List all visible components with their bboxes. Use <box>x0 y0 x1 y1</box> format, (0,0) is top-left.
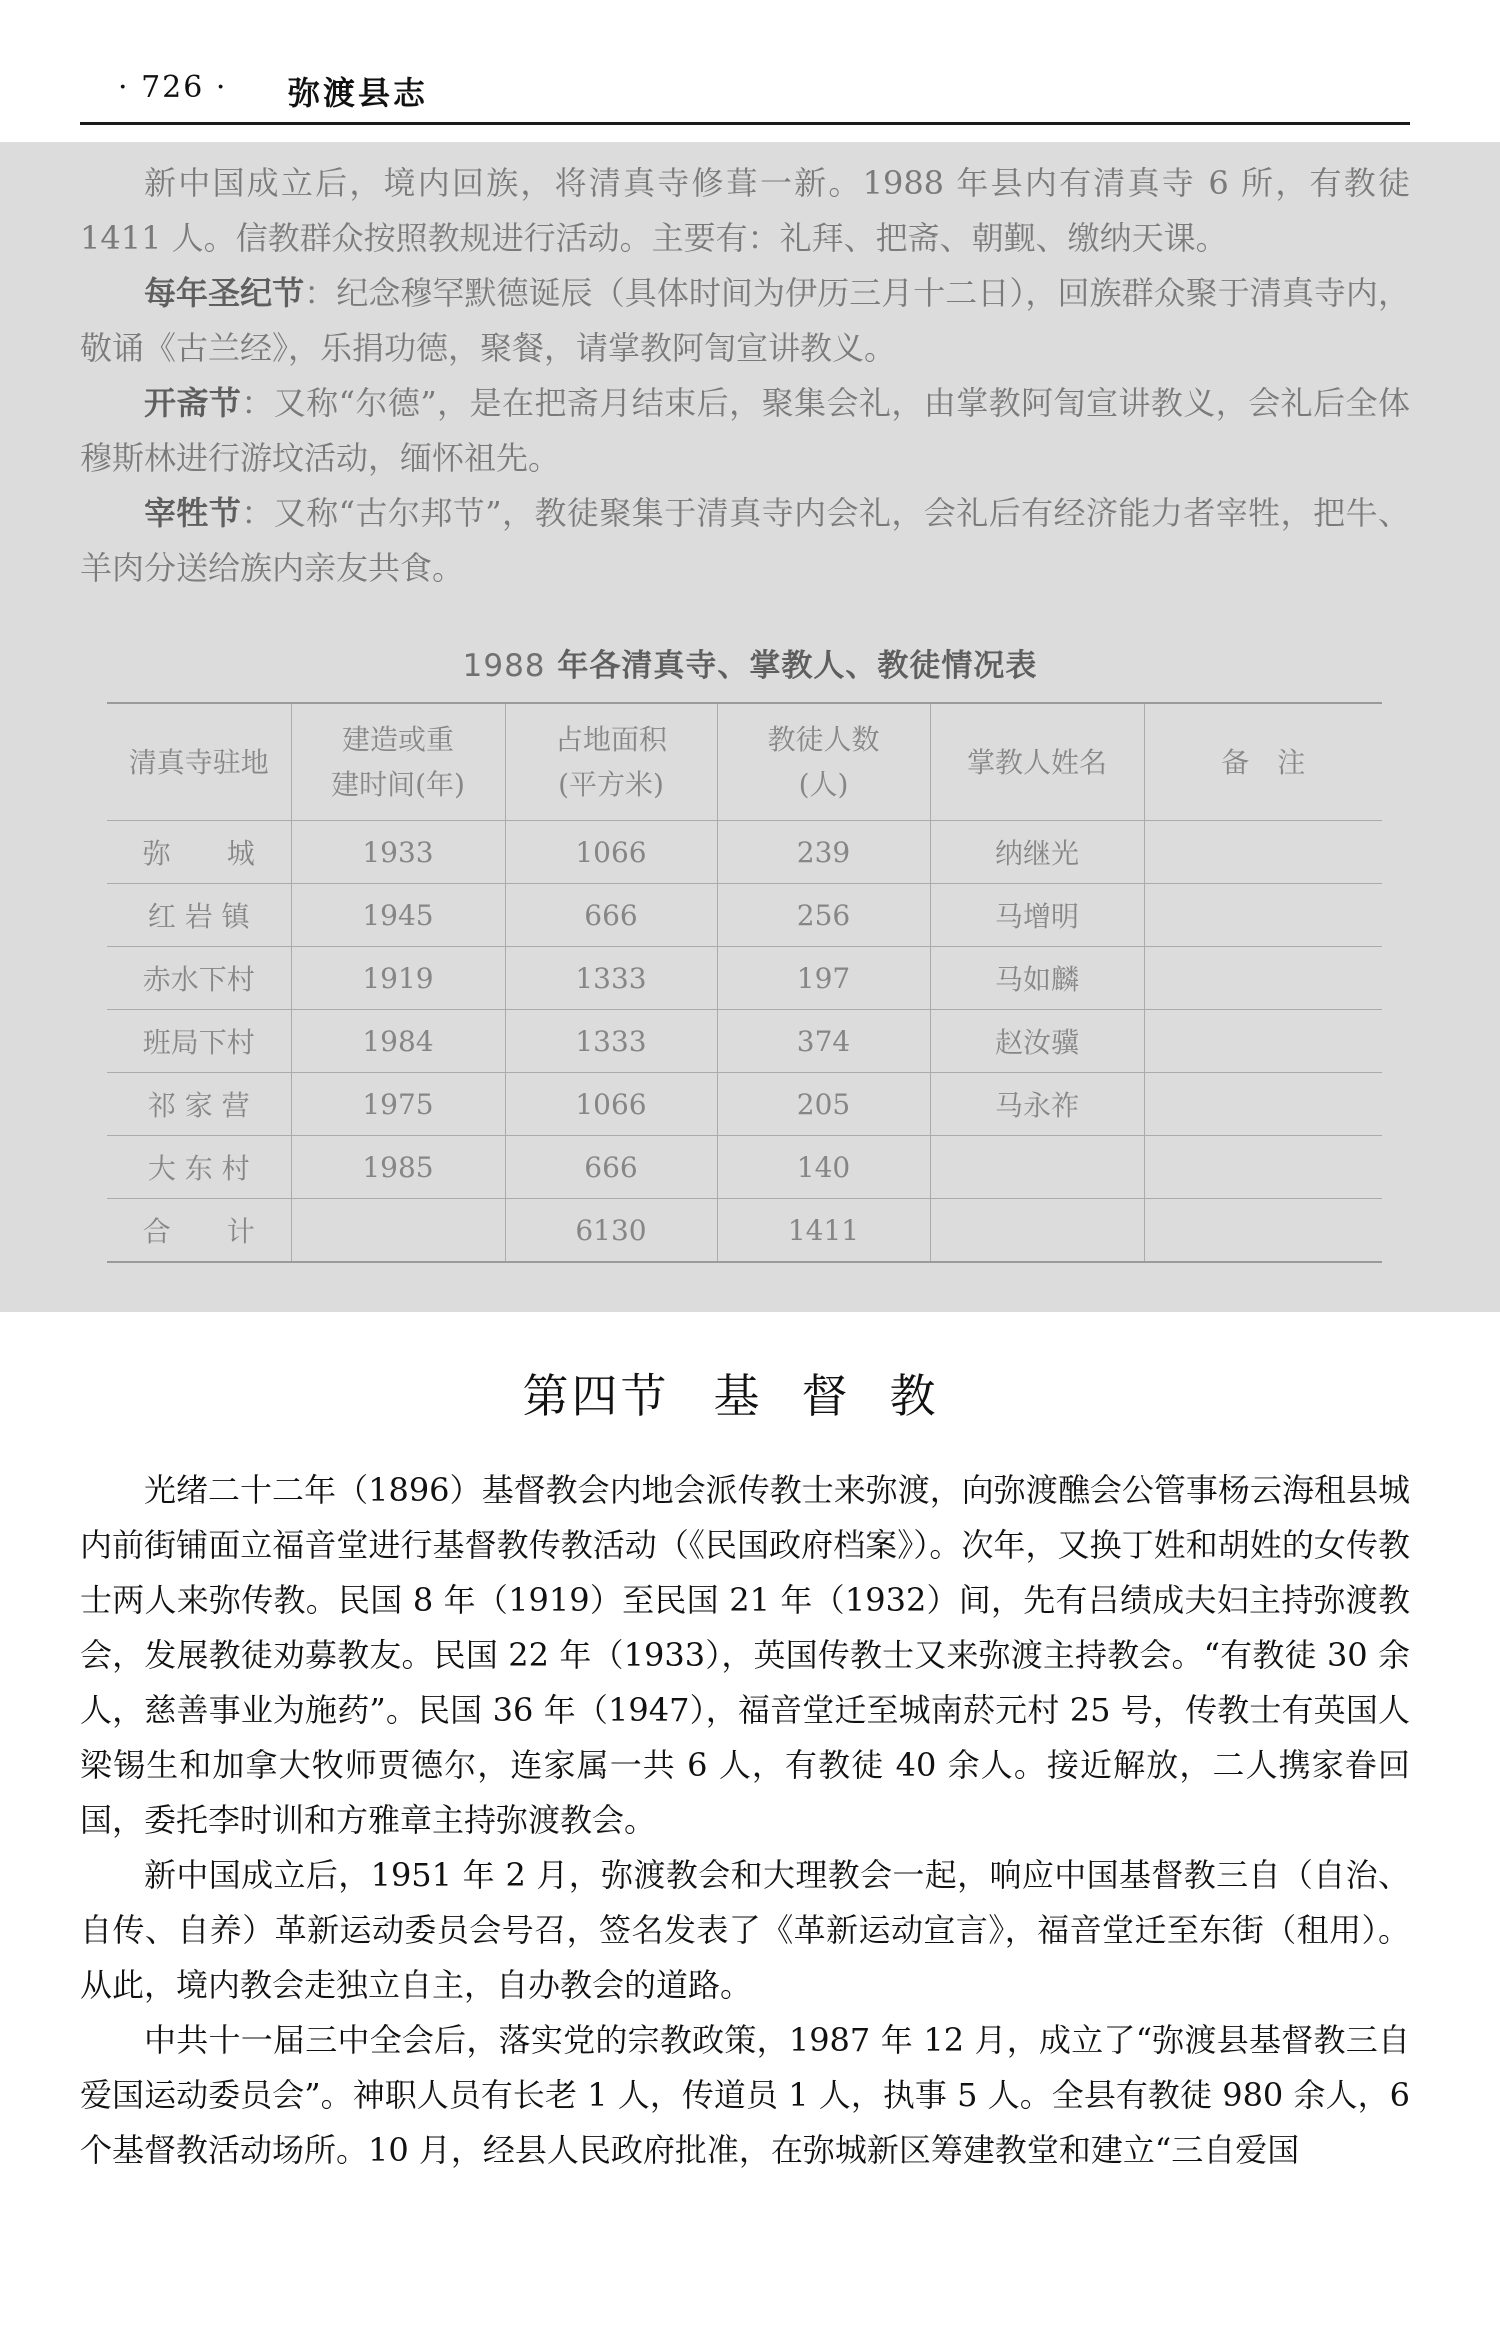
table-cell <box>1144 1199 1382 1263</box>
paragraph-lead: 宰牲节 <box>144 494 242 532</box>
table-cell: 1985 <box>291 1136 505 1199</box>
running-header <box>80 62 1410 125</box>
column-header <box>930 703 1144 821</box>
table-cell: 6130 <box>505 1199 717 1263</box>
table-cell: 合 计 <box>107 1199 291 1263</box>
table-row <box>107 1199 1382 1263</box>
header-line: 教徒人数 <box>767 723 880 756</box>
table-header-row <box>107 703 1382 821</box>
column-header <box>717 703 930 821</box>
table-cell <box>1144 1073 1382 1136</box>
table-cell: 马如麟 <box>930 947 1144 1010</box>
table-cell: 197 <box>717 947 930 1010</box>
table-cell: 1984 <box>291 1010 505 1073</box>
table-row <box>107 947 1382 1010</box>
header-line: 掌教人姓名 <box>966 745 1107 779</box>
column-header <box>505 703 717 821</box>
table-cell: 班局下村 <box>107 1010 291 1073</box>
column-header <box>1144 703 1382 821</box>
table-cell: 205 <box>717 1073 930 1136</box>
table-title-year: 1988 <box>462 648 546 684</box>
paragraph-text: ：又称“古尔邦节”，教徒聚集于清真寺内会礼，会礼后有经济能力者宰牲，把牛、羊肉分送给族内亲友共食。 <box>80 494 1410 587</box>
table-cell: 弥 城 <box>107 821 291 884</box>
table-cell <box>930 1199 1144 1263</box>
paragraph-lead: 开斋节 <box>144 384 242 422</box>
table-cell: 256 <box>717 884 930 947</box>
table-cell: 大 东 村 <box>107 1136 291 1199</box>
paragraph <box>80 266 1410 376</box>
table-cell <box>1144 947 1382 1010</box>
header-line: 建时间(年) <box>331 768 465 801</box>
table-cell: 1975 <box>291 1073 505 1136</box>
table-cell: 赤水下村 <box>107 947 291 1010</box>
table-row <box>107 884 1382 947</box>
table-title-text: 年各清真寺、掌教人、教徒情况表 <box>545 648 1038 684</box>
table-cell: 239 <box>717 821 930 884</box>
table-cell: 1411 <box>717 1199 930 1263</box>
table-cell: 140 <box>717 1136 930 1199</box>
book-title: 弥渡县志 <box>288 74 429 112</box>
table-title <box>0 640 1500 685</box>
table-row <box>107 821 1382 884</box>
column-header <box>107 703 291 821</box>
table-cell: 红 岩 镇 <box>107 884 291 947</box>
table-cell: 1066 <box>505 821 717 884</box>
table-body <box>107 821 1382 1263</box>
section-title <box>0 1360 1500 1426</box>
table-cell: 1333 <box>505 947 717 1010</box>
table-cell <box>1144 884 1382 947</box>
table-row <box>107 1073 1382 1136</box>
table-cell: 纳继光 <box>930 821 1144 884</box>
table-cell: 666 <box>505 1136 717 1199</box>
table-row <box>107 1136 1382 1199</box>
header-line: 清真寺驻地 <box>128 745 269 779</box>
header-line: 建造或重 <box>341 723 454 756</box>
paragraph: 中共十一届三中全会后，落实党的宗教政策，1987 年 12 月，成立了“弥渡县基督教三自爱国运动委员会”。神职人员有长老 1 人，传道员 1 人，执事 5 人。全县有教徒 980 余人，6 个基督教活动场所。10 月，经县人民政府批准，在弥城新区筹建教堂和建立“三自爱国 <box>80 2021 1410 2169</box>
header-line: (平方米) <box>558 768 664 801</box>
paragraph <box>80 376 1410 486</box>
paragraph: 光绪二十二年（1896）基督教会内地会派传教士来弥渡，向弥渡醮会公管事杨云海租县城内前街铺面立福音堂进行基督教传教活动（《民国政府档案》）。次年，又换丁姓和胡姓的女传教士两人来弥传教。民国 8 年（1919）至民国 21 年（1932）间，先有吕绩成夫妇主持弥渡教会，发展教徒劝募教友。民国 22 年（1933），英国传教士又来弥渡主持教会。“有教徒 30 余人，慈善事业为施药”。民国 36 年（1947），福音堂迁至城南菸元村 25 号，传教士有英国人梁锡生和加拿大牧师贾德尔，连家属一共 6 人，有教徒 40 余人。接近解放，二人携家眷回国，委托李时训和方雅章主持弥渡教会。 <box>80 1471 1410 1839</box>
table-cell <box>1144 1136 1382 1199</box>
table-cell: 赵汝骥 <box>930 1010 1144 1073</box>
header-line: 占地面积 <box>554 723 667 756</box>
table-cell: 1919 <box>291 947 505 1010</box>
table-cell: 祁 家 营 <box>107 1073 291 1136</box>
paragraph-text: 新中国成立后，境内回族，将清真寺修葺一新。1988 年县内有清真寺 6 所，有教徒 1411 人。信教群众按照教规进行活动。主要有：礼拜、把斋、朝觐、缴纳天课。 <box>80 164 1410 257</box>
table-cell: 马永祚 <box>930 1073 1144 1136</box>
table-cell: 1333 <box>505 1010 717 1073</box>
header-line: 备 注 <box>1221 745 1306 779</box>
table-cell: 1933 <box>291 821 505 884</box>
paragraph-lead: 每年圣纪节 <box>144 274 305 312</box>
section-name: 基督教 <box>713 1369 978 1423</box>
paragraph <box>80 156 1410 266</box>
table-cell <box>291 1199 505 1263</box>
christianity-text <box>80 1463 1410 2178</box>
table-cell <box>1144 1010 1382 1073</box>
table-cell <box>930 1136 1144 1199</box>
table-cell: 1945 <box>291 884 505 947</box>
column-header <box>291 703 505 821</box>
table-cell: 666 <box>505 884 717 947</box>
mosque-table <box>107 702 1382 1263</box>
paragraph: 新中国成立后，1951 年 2 月，弥渡教会和大理教会一起，响应中国基督教三自（自治、自传、自养）革新运动委员会号召，签名发表了《革新运动宣言》，福音堂迁至东街（租用）。从此，境内教会走独立自主，自办教会的道路。 <box>80 1856 1410 2004</box>
table-cell: 374 <box>717 1010 930 1073</box>
table-row <box>107 1010 1382 1073</box>
paragraph-text: ：又称“尔德”，是在把斋月结束后，聚集会礼，由掌教阿訇宣讲教义，会礼后全体穆斯林进行游坟活动，缅怀祖先。 <box>80 384 1410 477</box>
paragraph-text: ：纪念穆罕默德诞辰（具体时间为伊历三月十二日），回族群众聚于清真寺内，敬诵《古兰经》，乐捐功德，聚餐，请掌教阿訇宣讲教义。 <box>80 274 1410 367</box>
paragraph <box>80 486 1410 596</box>
header-line: (人) <box>798 768 849 801</box>
table-cell: 1066 <box>505 1073 717 1136</box>
islam-text <box>80 156 1410 596</box>
table-cell <box>1144 821 1382 884</box>
section-number: 第四节 <box>522 1369 670 1423</box>
page-number: · 726 · <box>118 70 228 105</box>
islam-section-shaded <box>0 142 1500 1312</box>
table-cell: 马增明 <box>930 884 1144 947</box>
